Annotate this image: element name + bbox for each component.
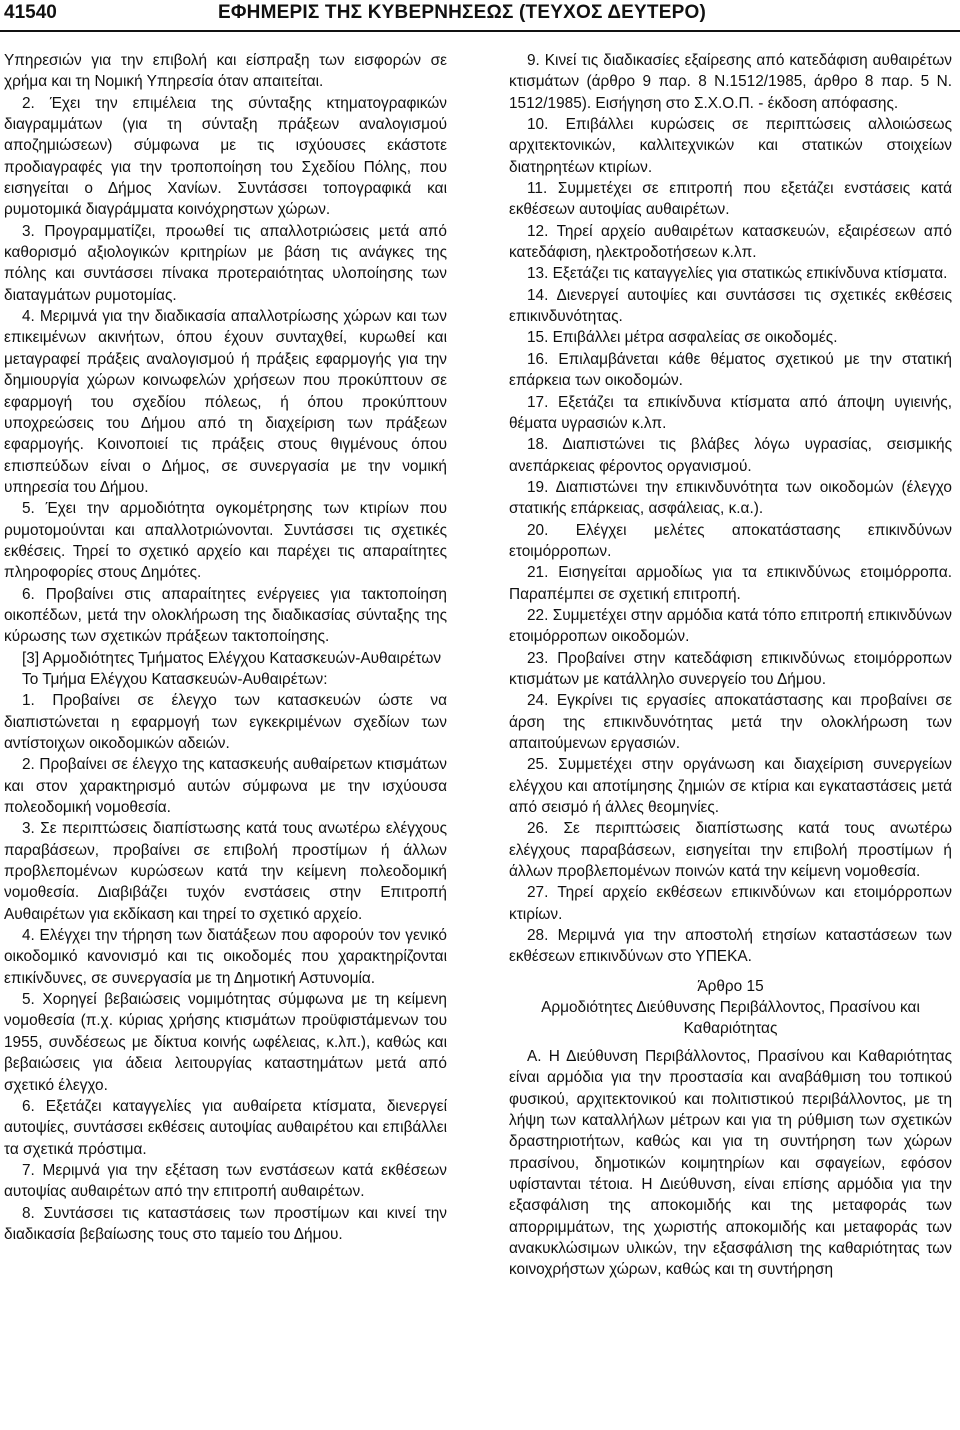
left-paragraph: 6. Προβαίνει στις απαραίτητες ενέργειες για τακτοποίηση οικοπέδων, μετά την ολοκλήρωση της διαδικασίας σύνταξης της κύρωσης των σχετικών πράξεων τακτοποίησης.	[4, 585, 447, 646]
left-paragraph: 3. Προγραμματίζει, προωθεί τις απαλλοτριώσεις μετά από καθορισμό αξιολογικών κριτηρίων με βάση τις ανάγκες της πόλης και συντάσσει πίνακα προτεραιότητας υλοποίησης των διαταγμάτων ρυμοτομίας.	[4, 222, 447, 304]
left-paragraph: 3. Σε περιπτώσεις διαπίστωσης κατά τους ανωτέρω ελέγχους παραβάσεων, προβαίνει σε επιβολή προστίμων ή άλλων προβλεπομένων κυρώσεων κατά την κείμενη πολεοδομική νομοθεσία. Διαβιβάζει τυχόν ενστάσεις στην Επιτροπή Αυθαιρέτων για εκδίκαση και τηρεί το σχετικό αρχείο.	[4, 820, 447, 923]
left-paragraph: Υπηρεσιών για την επιβολή και είσπραξη των εισφορών σε χρήμα και τη Νομική Υπηρεσία όταν απαιτείται.	[4, 52, 447, 91]
page-header	[0, 0, 960, 30]
left-paragraph: 1. Προβαίνει σε έλεγχο των κατασκευών ώστε να διαπιστώνεται η εφαρμογή των εγκεκριμένων σχεδίων των αντίστοιχων οικοδομικών αδειών.	[4, 692, 447, 752]
right-paragraph: 10. Επιβάλλει κυρώσεις σε περιπτώσεις αλλοιώσεως αρχιτεκτονικών, καλλιτεχνικών και στατικών στοιχείων διατηρητέων κτιρίων.	[509, 116, 952, 176]
right-paragraph: 16. Επιλαμβάνεται κάθε θέματος σχετικού με την στατική επάρκεια των οικοδομών.	[509, 350, 952, 390]
right-paragraph: 18. Διαπιστώνει τις βλάβες λόγω υγρασίας, σεισμικής ανεπάρκειας φέροντος οργανισμού.	[509, 436, 952, 475]
right-paragraph: 21. Εισηγείται αρμοδίως για τα επικινδύνως ετοιμόρροπα. Παραπέμπει σε σχετική επιτροπή.	[509, 564, 952, 603]
right-paragraph: 14. Διενεργεί αυτοψίες και συντάσσει τις σχετικές εκθέσεις επικινδυνότητας.	[509, 286, 952, 326]
article-subtitle: Αρμοδιότητες Διεύθυνσης Περιβάλλοντος, Πρασίνου και Καθαριότητας	[541, 999, 920, 1038]
right-paragraph: 19. Διαπιστώνει την επικινδυνότητα των οικοδομών (έλεγχο στατικής επάρκειας, ασφάλειας, κ.α.).	[509, 478, 952, 518]
right-paragraph: 25. Συμμετέχει στην οργάνωση και διαχείριση συνεργείων ελέγχου και αποτίμησης ζημιών σε κτίρια και εγκαταστάσεις μετά από σεισμό ή άλλες θεομηνίες.	[509, 756, 952, 817]
left-paragraph: 6. Εξετάζει καταγγελίες για αυθαίρετα κτίσματα, διενεργεί αυτοψίες, συντάσσει εκθέσεις αυτοψίας αυθαιρέτου και επιβάλλει τα σχετικά πρόστιμα.	[4, 1097, 447, 1158]
left-paragraph: 5. Έχει την αρμοδιότητα ογκομέτρησης των κτιρίων που ρυμοτομούνται και απαλλοτριώνονται. Συντάσσει τις σχετικές εκθέσεις. Τηρεί το σχετικό αρχείο και παρέχει τις απαραίτητες πληροφορίες στους Δημότες.	[4, 500, 447, 582]
left-paragraph: 4. Μεριμνά για την διαδικασία απαλλοτρίωσης χώρων και των επικειμένων ακινήτων, όπου έχουν συνταχθεί, κυρωθεί και μεταγραφεί πράξεις αναλογισμού ή πράξεις εφαρμογής για την δημιουργία χώρων κοινωφελών χρήσεων που προκύπτουν σε εφαρμογή του σχεδίου πόλεως, ή όπου προκύπτουν υποχρεώσεις του Δήμου από τη διαχείριση των πράξεων εφαρμογής. Κοινοποιεί τις πράξεις στους θιγμένους όπου επισπεύδων είναι ο Δήμος, σε συνεργασία με την νομική υπηρεσία του Δήμου.	[4, 308, 447, 496]
right-paragraph: 17. Εξετάζει τα επικίνδυνα κτίσματα από άποψη υγιεινής, θέματα υγρασιών κ.λπ.	[509, 393, 952, 432]
right-paragraph: 26. Σε περιπτώσεις διαπίστωσης κατά τους ανωτέρω ελέγχους παραβάσεων, εισηγείται την επιβολή προστίμων ή άλλων προβλεπομένων ποινών κατά την κείμενη νομοθεσία.	[509, 820, 952, 881]
left-paragraph: 2. Έχει την επιμέλεια της σύνταξης κτηματογραφικών διαγραμμάτων (για τη σύνταξη πράξεων αναλογισμού αποζημιώσεων) σύμφωνα με τις ισχύουσες εκάστοτε προδιαγραφές για την τροποποίηση του Σχεδίου Πόλης, που εισηγείται ο Δήμος Χανίων. Συντάσσει τοπογραφικά και ρυμοτομικά διαγράμματα κοινόχρηστων χώρων.	[4, 94, 447, 219]
right-paragraph: 9. Κινεί τις διαδικασίες εξαίρεσης από κατεδάφιση αυθαιρέτων κτισμάτων (άρθρο 9 παρ. 8 Ν.1512/1985, άρθρο 8 παρ. 5 Ν. 1512/1985). Εισήγηση στο Σ.Χ.Ο.Π. - έκδοση απόφασης.	[509, 52, 952, 112]
article-heading: Άρθρο 15	[697, 977, 764, 995]
right-paragraph: 24. Εγκρίνει τις εργασίες αποκατάστασης και προβαίνει σε άρση της επικινδυνότητας μετά την ολοκλήρωση των απαιτούμενων εργασιών.	[509, 692, 952, 752]
left-paragraph: 8. Συντάσσει τις καταστάσεις των προστίμων και κινεί την διαδικασία βεβαίωσης τους στο ταμείο του Δήμου.	[4, 1204, 447, 1243]
right-paragraph: 22. Συμμετέχει στην αρμόδια κατά τόπο επιτροπή επικινδύνων ετοιμόρροπων οικοδομών.	[509, 606, 952, 646]
right-paragraph: 11. Συμμετέχει σε επιτροπή που εξετάζει ενστάσεις κατά εκθέσεων αυτοψίας αυθαιρέτων.	[509, 180, 952, 219]
left-column	[4, 50, 447, 1245]
left-paragraph: 4. Ελέγχει την τήρηση των διατάξεων που αφορούν τον γενικό οικοδομικό κανονισμό και τις οικοδομές που χαρακτηρίζονται επικίνδυνες, σε συνεργασία με τη Δημοτική Αστυνομία.	[4, 927, 447, 987]
right-paragraph: 12. Τηρεί αρχείο αυθαιρέτων κατασκευών, εξαιρέσεων από κατεδάφιση, ηλεκτροδοτήσεων κ.λπ.	[509, 222, 952, 262]
header-divider	[0, 30, 960, 32]
article-paragraph: Α. Η Διεύθυνση Περιβάλλοντος, Πρασίνου και Καθαριότητας είναι αρμόδια για την προστασία και αναβάθμιση του τοπικού φυσικού, αρχιτεκτονικού και πολιτιστικού περιβάλλοντος, με τη λήψη των καταλλήλων μέτρων και για τη ρύθμιση των σχετικών δραστηριοτήτων, καθώς και για τη συντήρηση των χώρων πρασίνου, δημοτικών κοιμητηρίων και σφαγείων, εφόσον υφίστανται τέτοια. Η Διεύθυνση, είναι επίσης αρμόδια για την εξασφάλιση της αποκομιδής και της μεταφοράς των απορριμμάτων, της χωριστής αποκομιδής και μεταφοράς των ανακυκλώσιμων υλικών, την εξασφάλιση της καθαριότητας των κοινοχρήστων χώρων, καθώς και τη συντήρηση	[509, 1047, 952, 1279]
right-column	[509, 50, 952, 1281]
right-paragraph: 23. Προβαίνει στην κατεδάφιση επικινδύνως ετοιμόρροπων κτισμάτων με κατάλληλο συνεργείο του Δήμου.	[509, 649, 952, 688]
section-intro: Το Τμήμα Ελέγχου Κατασκευών-Αυθαιρέτων:	[22, 670, 328, 688]
right-paragraph: 28. Μεριμνά για την αποστολή ετησίων καταστάσεων των εκθέσεων επικινδύνων στο ΥΠΕΚΑ.	[509, 927, 952, 966]
right-paragraph: 13. Εξετάζει τις καταγγελίες για στατικώς επικίνδυνα κτίσματα.	[527, 265, 948, 283]
right-paragraph: 20. Ελέγχει μελέτες αποκατάστασης επικινδύνων ετοιμόρροπων.	[509, 521, 952, 560]
right-paragraph: 27. Τηρεί αρχείο εκθέσεων επικινδύνων και ετοιμόρροπων κτιρίων.	[509, 884, 952, 923]
left-paragraph: 7. Μεριμνά για την εξέταση των ενστάσεων κατά εκθέσεων αυτοψίας αυθαιρέτων από την επιτροπή αυθαιρέτων.	[4, 1161, 447, 1201]
page-number: 41540	[4, 2, 57, 23]
section-heading: [3] Αρμοδιότητες Τμήματος Ελέγχου Κατασκευών-Αυθαιρέτων	[22, 649, 442, 667]
gazette-title: ΕΦΗΜΕΡΙΣ ΤΗΣ ΚΥΒΕΡΝΗΣΕΩΣ (ΤΕΥΧΟΣ ΔΕΥΤΕΡΟ)	[218, 2, 706, 23]
left-paragraph: 2. Προβαίνει σε έλεγχο της κατασκευής αυθαίρετων κτισμάτων και στον χαρακτηρισμό αυτών σύμφωνα με την ισχύουσα πολεοδομική νομοθεσία.	[4, 756, 447, 817]
right-paragraph: 15. Επιβάλλει μέτρα ασφαλείας σε οικοδομές.	[527, 329, 838, 347]
left-paragraph: 5. Χορηγεί βεβαιώσεις νομιμότητας σύμφωνα με τη κείμενη νομοθεσία (π.χ. κύριας χρήσης κτισμάτων προϋφιστάμενων του 1955, συνδέσεως με δίκτυα κοινής ωφέλειας, κ.λπ.), καθώς και βεβαιώσεις για άδεια λειτουργίας καταστημάτων μετά από σχετικό έλεγχο.	[4, 991, 447, 1094]
